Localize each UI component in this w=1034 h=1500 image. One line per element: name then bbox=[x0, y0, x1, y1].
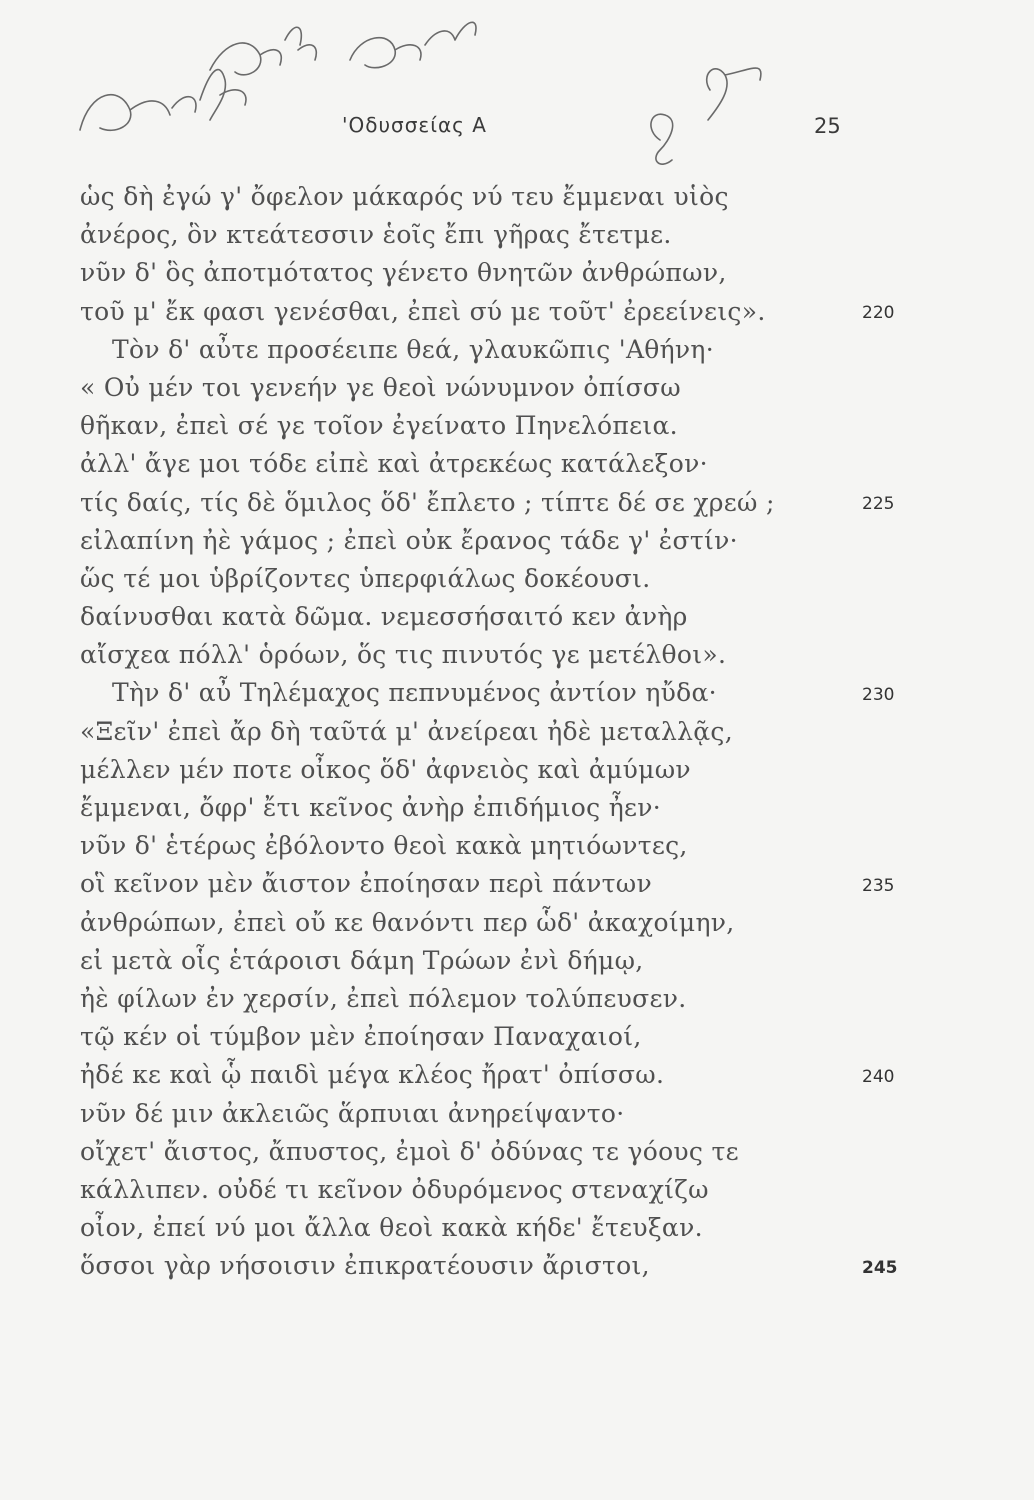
verse-line: νῦν δ' ὃς ἀποτμότατος γένετο θνητῶν ἀνθρώπων, bbox=[80, 258, 727, 288]
verse-block bbox=[80, 178, 820, 1285]
verse-line: τίς δαίς, τίς δὲ ὅμιλος ὅδ' ἔπλετο ; τίπτε δέ σε χρεώ ; bbox=[80, 487, 775, 517]
verse-line: ἀλλ' ἄγε μοι τόδε εἰπὲ καὶ ἀτρεκέως κατάλεξον· bbox=[80, 449, 708, 479]
verse-line: οἴχετ' ἄιστος, ἄπυστος, ἐμοὶ δ' ὀδύνας τε γόους τε bbox=[80, 1136, 739, 1166]
line-number: 245 bbox=[862, 1257, 898, 1278]
verse-line: νῦν δ' ἑτέρως ἐβόλοντο θεοὶ κακὰ μητιόωντες, bbox=[80, 831, 688, 861]
line-number: 220 bbox=[862, 302, 895, 323]
verse-line: μέλλεν μέν ποτε οἶκος ὅδ' ἀφνειὸς καὶ ἀμύμων bbox=[80, 754, 691, 784]
verse-line: ὥς τέ μοι ὑβρίζοντες ὑπερφιάλως δοκέουσι. bbox=[80, 563, 651, 593]
verse-line: ἀνθρώπων, ἐπεὶ οὔ κε θανόντι περ ὧδ' ἀκαχοίμην, bbox=[80, 907, 735, 937]
verse-line: Τὸν δ' αὖτε προσέειπε θεά, γλαυκῶπις 'Αθήνη· bbox=[112, 334, 714, 364]
verse-line: ὡς δὴ ἐγώ γ' ὄφελον μάκαρός νύ τευ ἔμμεναι υἱὸς bbox=[80, 182, 729, 211]
verse-line: « Οὐ μέν τοι γενεήν γε θεοὶ νώνυμνον ὀπίσσω bbox=[80, 372, 681, 402]
verse-line: τῷ κέν οἱ τύμβον μὲν ἐποίησαν Παναχαιοί, bbox=[80, 1022, 642, 1052]
verse-line: οἶον, ἐπεί νύ μοι ἄλλα θεοὶ κακὰ κήδε' ἔτευξαν. bbox=[80, 1213, 703, 1243]
verse-line: ἔμμεναι, ὄφρ' ἔτι κεῖνος ἀνὴρ ἐπιδήμιος ἦεν· bbox=[80, 793, 661, 822]
verse-line: εἰ μετὰ οἷς ἑτάροισι δάμη Τρώων ἐνὶ δήμῳ, bbox=[80, 945, 644, 975]
line-number: 240 bbox=[862, 1066, 895, 1087]
verse-line: ἀνέρος, ὃν κτεάτεσσιν ἑοῖς ἔπι γῆρας ἔτετμε. bbox=[80, 220, 672, 250]
running-head-title: 'Οδυσσείας Α bbox=[342, 113, 487, 137]
verse-line: ὅσσοι γὰρ νήσοισιν ἐπικρατέουσιν ἄριστοι, bbox=[80, 1251, 650, 1281]
line-number: 235 bbox=[862, 875, 895, 896]
handwritten-scribbles bbox=[60, 0, 780, 200]
scribble-signature-1 bbox=[80, 70, 246, 131]
scribble-signature-3 bbox=[350, 22, 476, 67]
verse-line: εἰλαπίνη ἠὲ γάμος ; ἐπεὶ οὐκ ἔρανος τάδε γ' ἐστίν· bbox=[80, 525, 738, 555]
verse-line: κάλλιπεν. οὐδέ τι κεῖνον ὀδυρόμενος στεναχίζω bbox=[80, 1174, 709, 1204]
verse-line: οἳ κεῖνον μὲν ἄιστον ἐποίησαν περὶ πάντων bbox=[80, 869, 652, 899]
verse-line: «Ξεῖν' ἐπεὶ ἄρ δὴ ταῦτά μ' ἀνείρεαι ἠδὲ μεταλλᾷς, bbox=[80, 716, 733, 746]
scribble-mark-right-2 bbox=[707, 68, 761, 120]
verse-line: θῆκαν, ἐπεὶ σέ γε τοῖον ἐγείνατο Πηνελόπεια. bbox=[80, 411, 678, 441]
verse-line: ἠδέ κε καὶ ᾧ παιδὶ μέγα κλέος ἤρατ' ὀπίσσω. bbox=[80, 1060, 665, 1090]
verse-line: αἴσχεα πόλλ' ὁρόων, ὅς τις πινυτός γε μετέλθοι». bbox=[80, 640, 727, 670]
verse-line: τοῦ μ' ἔκ φασι γενέσθαι, ἐπεὶ σύ με τοῦτ' ἐρεείνεις». bbox=[80, 296, 766, 326]
verse-line: δαίνυσθαι κατὰ δῶμα. νεμεσσήσαιτό κεν ἀνὴρ bbox=[80, 602, 688, 632]
verse-line: ἠὲ φίλων ἐν χερσίν, ἐπεὶ πόλεμον τολύπευσεν. bbox=[80, 983, 687, 1013]
scribble-signature-2 bbox=[210, 27, 316, 75]
scribble-mark-right bbox=[651, 114, 673, 164]
verse-line: Τὴν δ' αὖ Τηλέμαχος πεπνυμένος ἀντίον ηὔδα· bbox=[112, 678, 717, 708]
line-number: 230 bbox=[862, 684, 895, 705]
line-number: 225 bbox=[862, 493, 895, 514]
page-number: 25 bbox=[814, 114, 841, 138]
verse-line: νῦν δέ μιν ἀκλειῶς ἅρπυιαι ἀνηρείψαντο· bbox=[80, 1098, 625, 1128]
